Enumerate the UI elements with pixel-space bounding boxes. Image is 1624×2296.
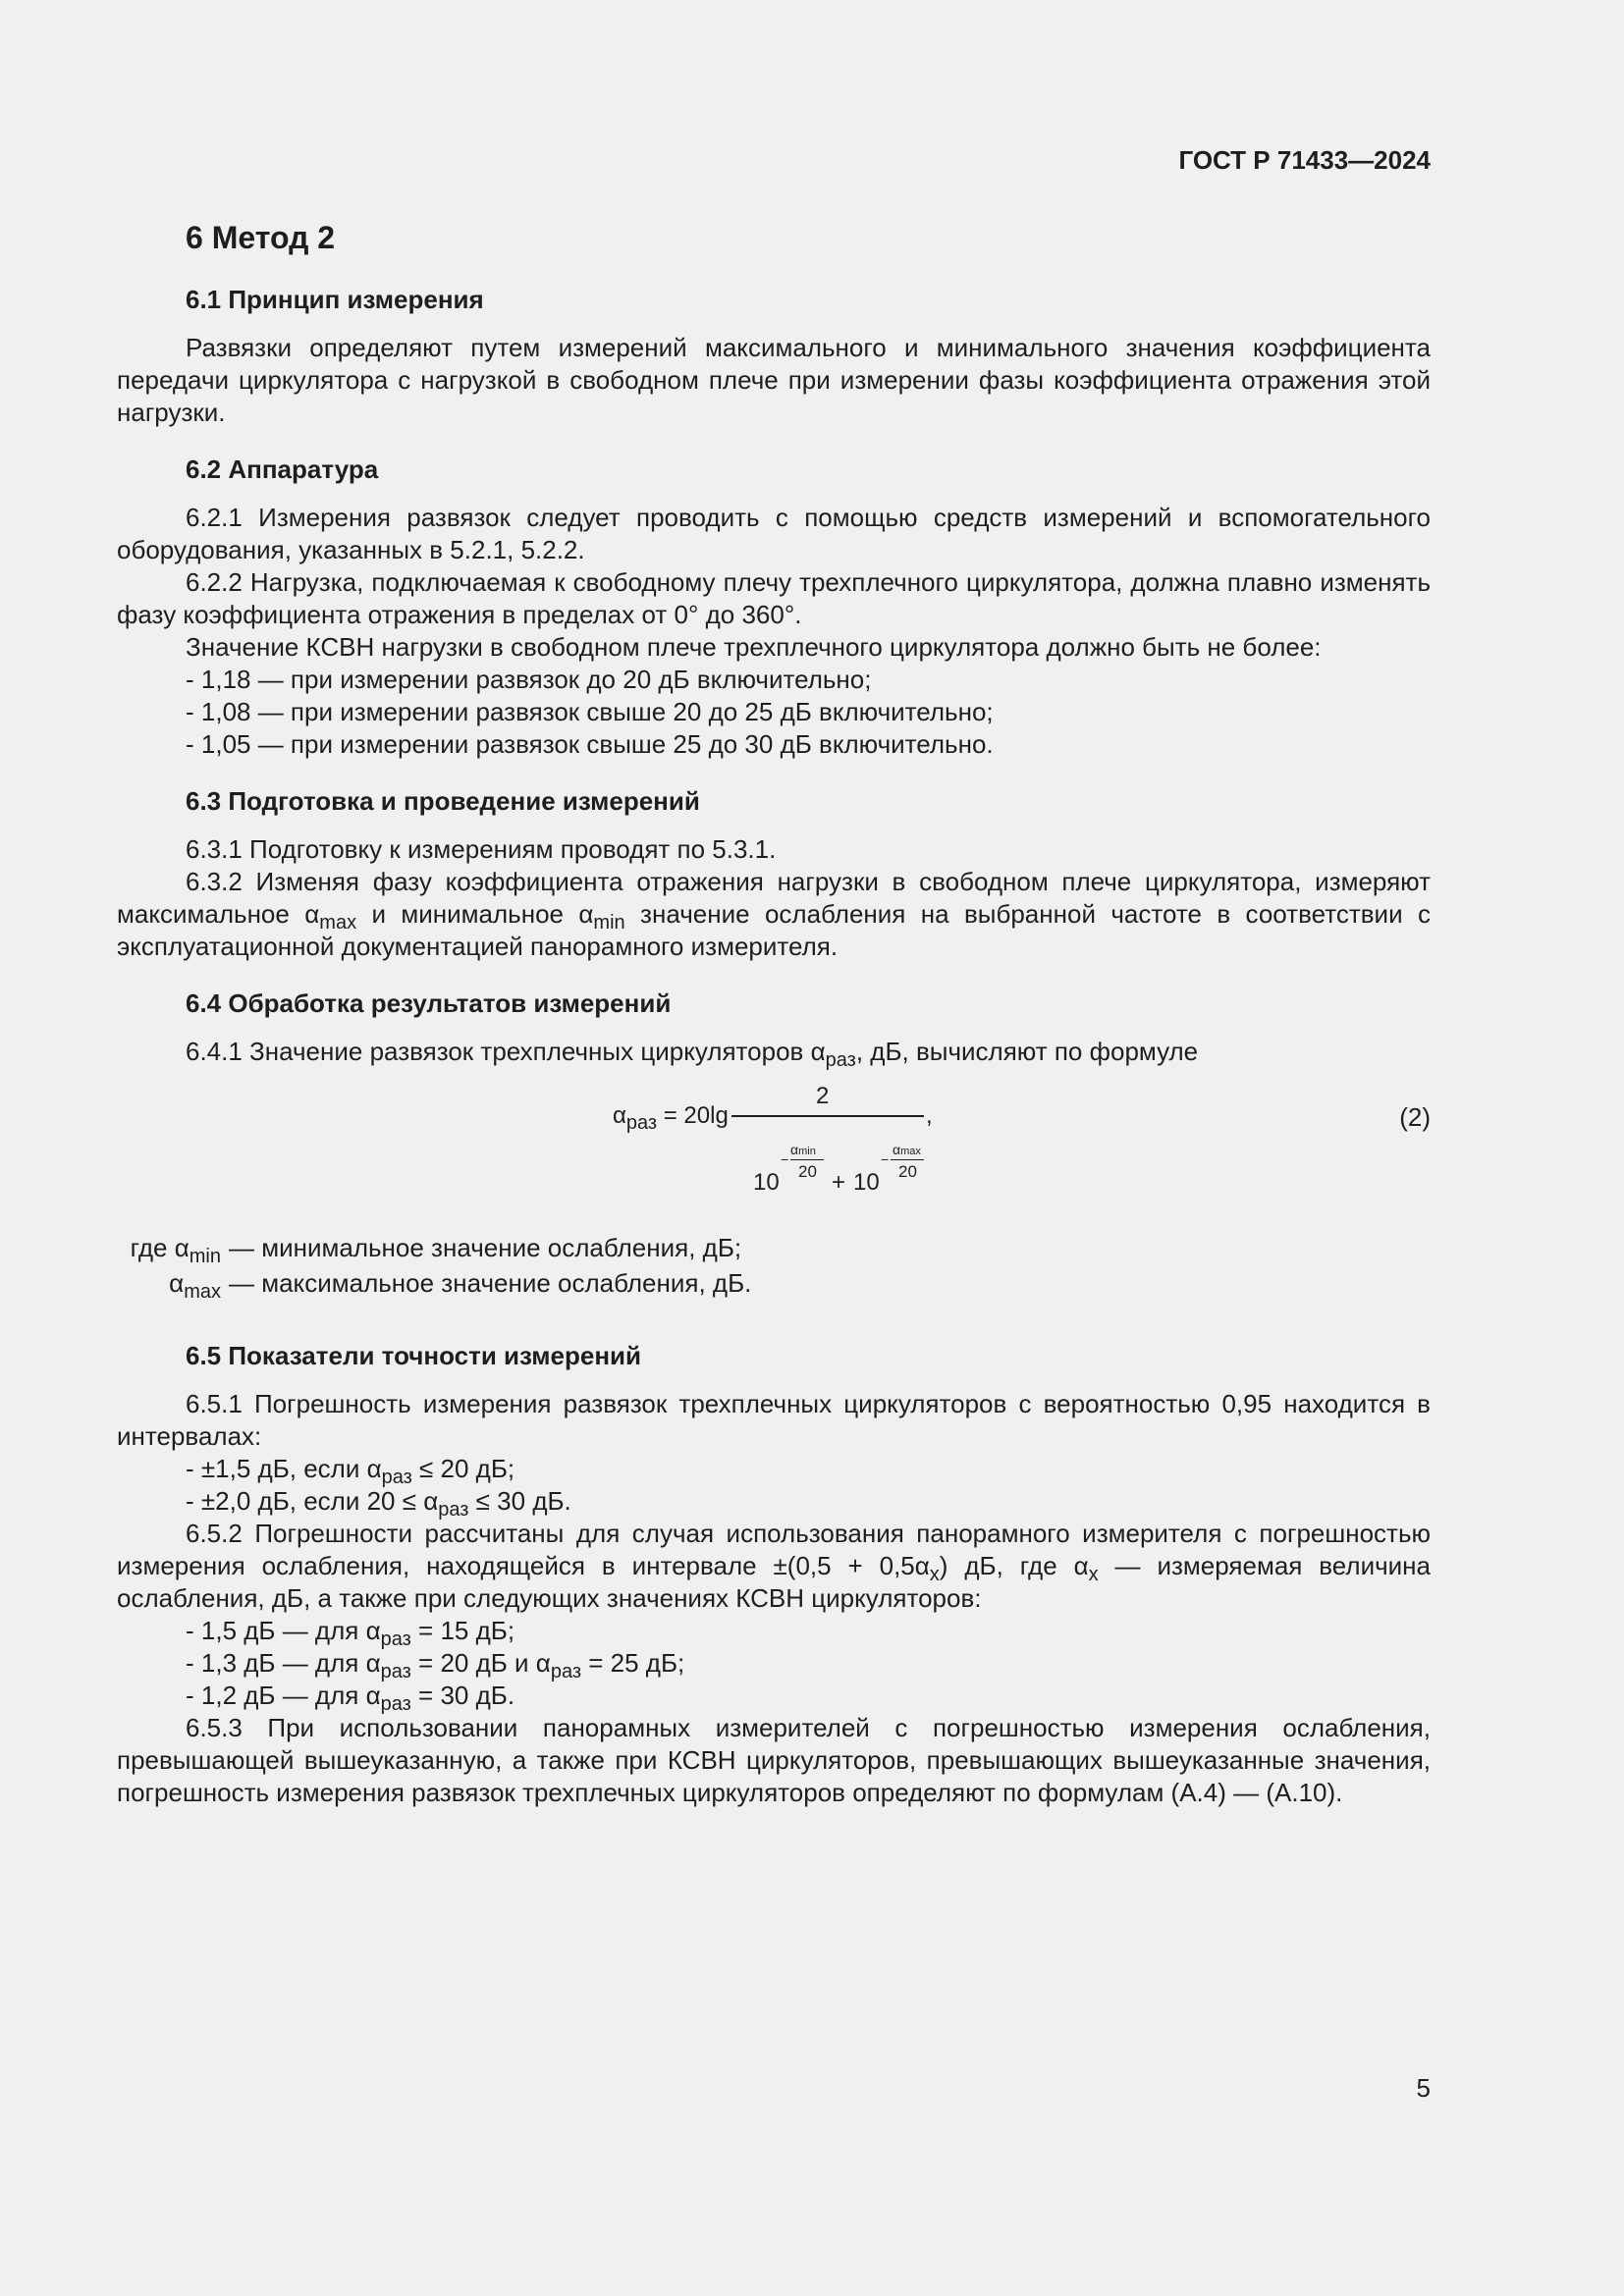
subsection-title-6-2: 6.2 Аппаратура [186, 454, 379, 484]
symbol-description: — максимальное значение ослабления, дБ. [229, 1268, 752, 1298]
list-item: - ±1,5 дБ, если $\alpha_{раз} \le 20$ дБ; [186, 1454, 515, 1488]
exponent-numerator: αmin [790, 1142, 816, 1157]
page-number: 5 [1416, 2073, 1431, 2103]
formula-2 [117, 1083, 1431, 1210]
paragraph-6-4-1: 6.4.1 Значение развязок трехплечных циркуляторов $\alpha_{раз}$, дБ, вычисляют по формуле [186, 1037, 1199, 1071]
page-content [117, 220, 1431, 1809]
symbol-explanations [117, 1230, 1431, 1301]
document-id: ГОСТ Р 71433—2024 [1178, 145, 1431, 175]
list-item: - 1,3 дБ — для $\alpha_{раз} = 20$ дБ и $\alpha_{раз} = 25$ дБ; [186, 1648, 685, 1682]
formula-numerator: 2 [816, 1083, 830, 1109]
formula-denominator [735, 1122, 961, 1210]
symbol-term: $\alpha_{max}$ [169, 1268, 221, 1303]
paragraph-6-5-3: 6.5.3 При использовании панорамных измерителей с погрешностью измерения ослабления, превышающей вышеуказанную, а также при КСВН циркуляторов, превышающих вышеуказанные значения, погрешность измерения развязок трехплечных циркуляторов определяют по формулам (А.4) — (А.10). [117, 1713, 1431, 1807]
symbol-row [117, 1230, 1431, 1265]
list-item: - ±2,0 дБ, если $20 \le \alpha_{раз} \le 30$ дБ. [186, 1486, 571, 1521]
exponent-sign: − [881, 1151, 890, 1167]
exponent-fraction-bar [790, 1159, 824, 1160]
list-item: - 1,5 дБ — для $\alpha_{раз} = 15$ дБ; [186, 1616, 515, 1650]
exponent-denominator: 20 [798, 1162, 817, 1181]
exponent-fraction-bar [891, 1159, 924, 1160]
formula-number: (2) [1399, 1102, 1431, 1132]
subsection-title-6-3: 6.3 Подготовка и проведение измерений [186, 786, 700, 816]
plus-sign: + [832, 1169, 846, 1196]
paragraph-6-5-2: 6.5.2 Погрешности рассчитаны для случая использования панорамного измерителя с погрешностью измерения ослабления, находящейся в интервале $\pm(0,5 + 0,5\alpha_x)$ дБ, где $\alpha_x$ — измеряемая величина ослабления, дБ, а также при следующих значениях КСВН циркуляторов: [117, 1519, 1431, 1613]
symbol-term: где $\alpha_{min}$ [130, 1233, 221, 1267]
exponent-sign: − [781, 1151, 789, 1167]
list-item: - 1,2 дБ — для $\alpha_{раз} = 30$ дБ. [186, 1681, 515, 1715]
exponent-denominator: 20 [898, 1162, 917, 1181]
subsection-title-6-4: 6.4 Обработка результатов измерений [186, 988, 672, 1018]
paragraph-6-3-2: 6.3.2 Изменяя фазу коэффициента отражения нагрузки в свободном плече циркулятора, измеряют максимальное $\alpha_{max}$ и минимальное $\alpha_{min}$ значение ослабления на выбранной частоте в соответствии с эксплуатационной документацией панорамного измерителя. [117, 867, 1431, 961]
list-item: - 1,05 — при измерении развязок свыше 25 до 30 дБ включительно. [186, 729, 994, 759]
paragraph-6-3-1: 6.3.1 Подготовку к измерениям проводят по 5.3.1. [186, 834, 777, 864]
symbol-description: — минимальное значение ослабления, дБ; [229, 1233, 742, 1262]
power-base: 10 [753, 1169, 780, 1196]
formula-comma: , [926, 1102, 933, 1129]
exponent-numerator: αmax [893, 1142, 921, 1157]
fraction-bar [731, 1115, 924, 1117]
section-title: 6 Метод 2 [186, 220, 336, 255]
subsection-title-6-5: 6.5 Показатели точности измерений [186, 1341, 642, 1370]
power-base: 10 [853, 1169, 880, 1196]
paragraph-6-2-3: Значение КСВН нагрузки в свободном плече трехплечного циркулятора должно быть не более: [186, 632, 1322, 662]
paragraph-6-1: Развязки определяют путем измерений максимального и минимального значения коэффициента передачи циркулятора с нагрузкой в свободном плече при измерении фазы коэффициента отражения этой нагрузки. [117, 333, 1431, 427]
paragraph-6-2-1: 6.2.1 Измерения развязок следует проводить с помощью средств измерений и вспомогательного оборудования, указанных в 5.2.1, 5.2.2. [117, 503, 1431, 564]
symbol-row [117, 1265, 1431, 1301]
list-item: - 1,18 — при измерении развязок до 20 дБ включительно; [186, 665, 872, 694]
paragraph-6-2-2: 6.2.2 Нагрузка, подключаемая к свободному плечу трехплечного циркулятора, должна плавно изменять фазу коэффициента отражения в пределах от 0° до 360°. [117, 567, 1431, 629]
formula-lhs: $\alpha_{раз} = 20\lg$ [613, 1102, 729, 1134]
subsection-title-6-1: 6.1 Принцип измерения [186, 285, 484, 314]
list-item: - 1,08 — при измерении развязок свыше 20 до 25 дБ включительно; [186, 697, 994, 726]
paragraph-6-5-1: 6.5.1 Погрешность измерения развязок трехплечных циркуляторов с вероятностью 0,95 находится в интервалах: [117, 1389, 1431, 1451]
